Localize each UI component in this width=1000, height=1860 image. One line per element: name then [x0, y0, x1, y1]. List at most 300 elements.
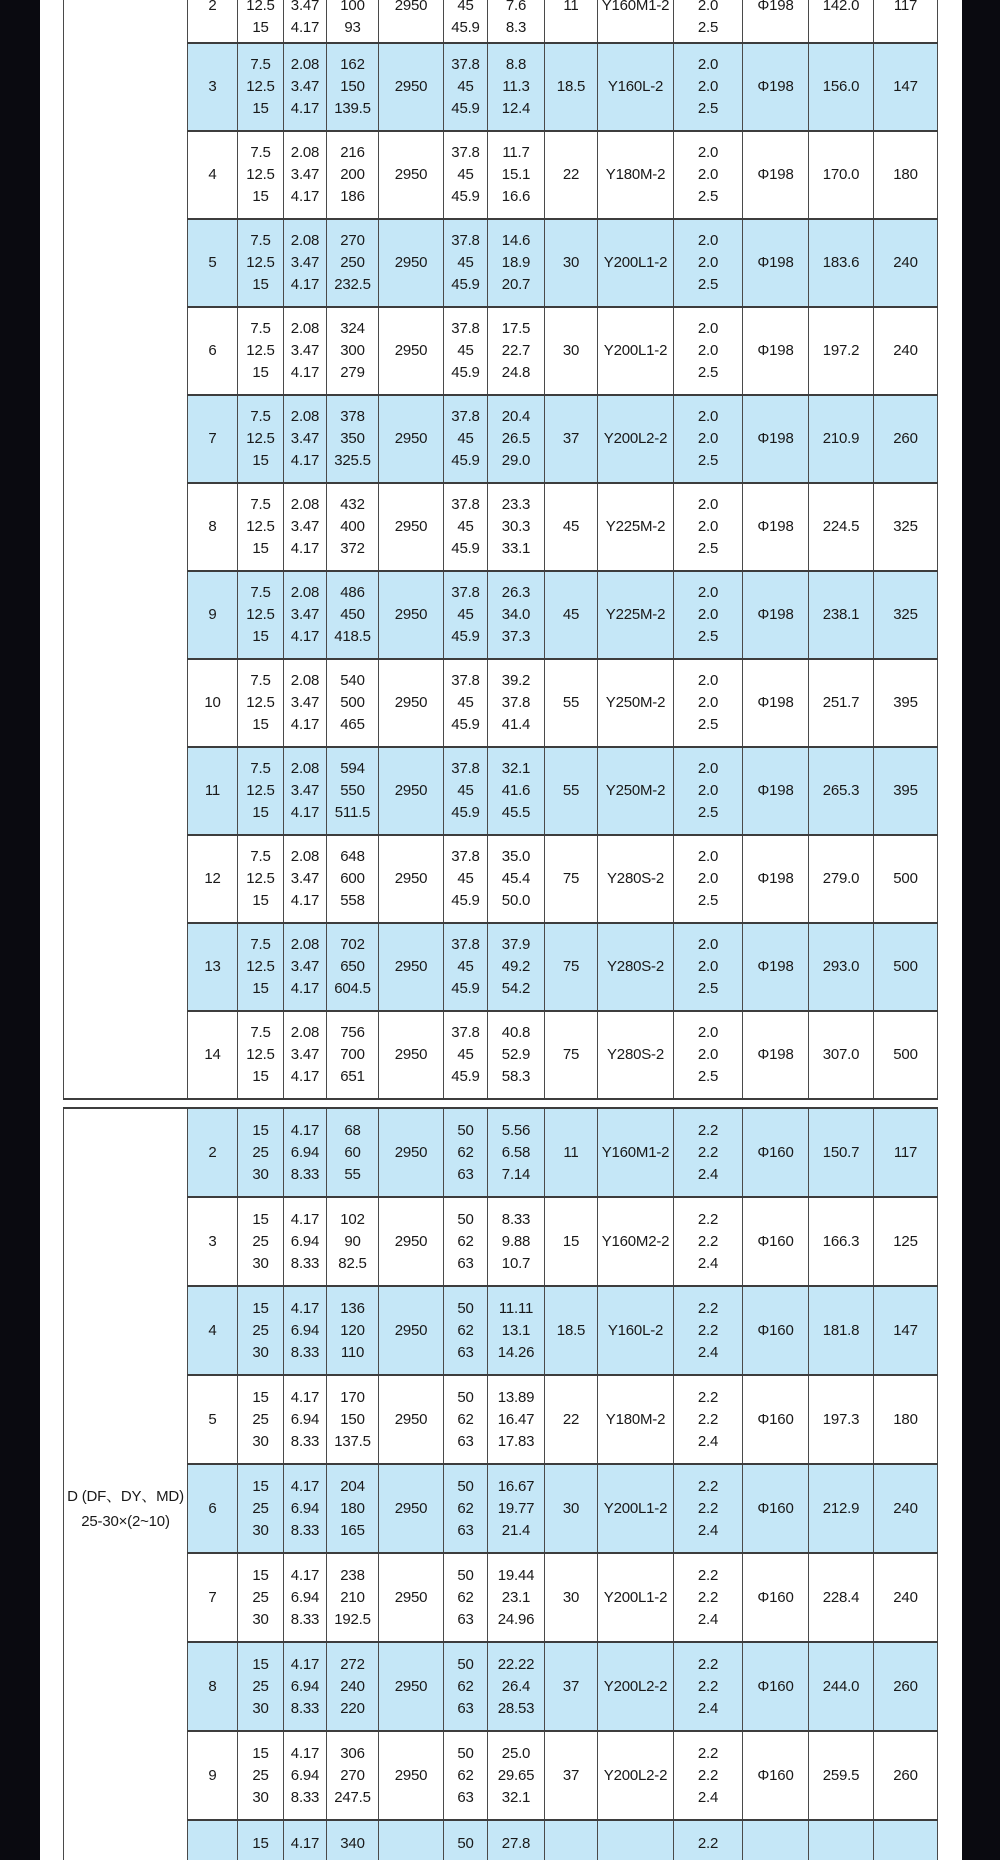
cell-pump-weight: [809, 1731, 874, 1820]
cell-motor-power: [545, 1642, 598, 1731]
cell-motor-power: [545, 923, 598, 1011]
cell-shaft-power: [488, 1011, 545, 1099]
value-line: 15: [252, 540, 269, 557]
value-line: 12.5: [246, 958, 275, 975]
value: 238.1: [822, 606, 860, 623]
cell-speed: [379, 307, 444, 395]
value-line: 279: [340, 364, 365, 381]
cell-flow-ls: [284, 1286, 327, 1375]
cell-motor-power: [545, 307, 598, 395]
value: 224.5: [822, 518, 860, 535]
value-line: 2.2: [697, 1477, 719, 1495]
cell-impeller: [743, 1011, 809, 1099]
value-line: 7.5: [250, 1024, 271, 1041]
value: 325: [893, 518, 918, 535]
value-line: 45.9: [451, 540, 480, 557]
value-line: 25: [252, 1766, 269, 1784]
cell-pump-weight: [809, 307, 874, 395]
cell-pump-weight: [809, 1375, 874, 1464]
value-line: 2.2: [697, 1299, 719, 1317]
cell-motor-model: [598, 1464, 674, 1553]
cell-pump-weight: [809, 835, 874, 923]
value-line: 4.17: [290, 628, 320, 645]
cell-efficiency: [444, 1011, 488, 1099]
value-line: 2.2: [697, 1588, 719, 1606]
value: 260: [893, 1677, 918, 1695]
value-line: 465: [340, 716, 365, 733]
value-line: 12.5: [246, 0, 275, 14]
value-line: 62: [457, 1499, 474, 1517]
cell-pump-weight: [809, 571, 874, 659]
value-line: 2.08: [290, 320, 320, 337]
cell-flow-ls: [284, 747, 327, 835]
value-line: 2.5: [697, 1068, 719, 1085]
value-line: 450: [340, 606, 365, 623]
cell-motor-weight: [874, 43, 938, 131]
cell-motor-model: [598, 483, 674, 571]
value-line: 19.44: [497, 1566, 535, 1584]
value: Φ198: [757, 166, 794, 183]
value-line: 2.0: [697, 518, 719, 535]
cell-pump-weight: [809, 1820, 874, 1860]
cell-efficiency: [444, 483, 488, 571]
cell-motor-model: [598, 1108, 674, 1197]
cell-motor-weight: [874, 659, 938, 747]
cell-motor-model: [598, 923, 674, 1011]
value-line: 8.8: [505, 56, 527, 73]
value: Φ198: [757, 342, 794, 359]
value: 8: [208, 1677, 217, 1695]
table-row: [64, 1286, 938, 1375]
cell-shaft-power: [488, 835, 545, 923]
value-line: 2.0: [697, 672, 719, 689]
cell-stage: [188, 659, 238, 747]
value-line: 2.4: [697, 1610, 719, 1628]
value-line: 45: [457, 166, 474, 183]
value: 9: [208, 1766, 217, 1784]
cell-motor-model: [598, 395, 674, 483]
cell-flow-ls: [284, 219, 327, 307]
value-line: 62: [457, 1143, 474, 1161]
cell-impeller: [743, 835, 809, 923]
value-line: 4.17: [290, 1210, 320, 1228]
cell-flow-m3h: [238, 0, 284, 43]
cell-flow-ls: [284, 835, 327, 923]
cell-efficiency: [444, 659, 488, 747]
value-line: 24.96: [497, 1610, 535, 1628]
value: Φ160: [757, 1143, 794, 1161]
value-line: 30: [252, 1788, 269, 1806]
value-line: 7.5: [250, 232, 271, 249]
value-line: 4.17: [290, 452, 320, 469]
page-side-band-left: [0, 0, 40, 1860]
value-line: 45: [457, 254, 474, 271]
value-line: 15: [252, 1835, 269, 1852]
cell-motor-power: [545, 483, 598, 571]
value: 7: [208, 1588, 217, 1606]
value: 22: [562, 1410, 580, 1428]
value-line: 45.9: [451, 804, 480, 821]
cell-motor-model: [598, 1375, 674, 1464]
value-line: 22.7: [501, 342, 531, 359]
value-line: 11.3: [502, 78, 530, 95]
value: 12: [204, 870, 221, 887]
value-line: 4.17: [290, 1655, 320, 1673]
cell-shaft-power: [488, 1731, 545, 1820]
value-line: 12.5: [246, 870, 275, 887]
value-line: 15: [252, 1388, 269, 1406]
cell-impeller: [743, 923, 809, 1011]
value-line: 165: [340, 1521, 365, 1539]
value: 2950: [394, 1766, 428, 1784]
value: 3: [208, 1232, 217, 1250]
value-line: 216: [340, 144, 365, 161]
value-line: 8.33: [290, 1343, 320, 1361]
value-line: 4.17: [290, 1388, 320, 1406]
cell-npsh: [674, 1197, 743, 1286]
cell-speed: [379, 1553, 444, 1642]
cell-shaft-power: [488, 1375, 545, 1464]
value-line: 15: [252, 1299, 269, 1317]
value-line: 50: [457, 1835, 474, 1852]
cell-motor-weight: [874, 1375, 938, 1464]
value-line: 2.0: [697, 870, 719, 887]
value: 2950: [394, 0, 428, 14]
value-line: 8.33: [290, 1521, 320, 1539]
value: Φ198: [757, 870, 794, 887]
value-line: 2.2: [697, 1210, 719, 1228]
cell-motor-model: [598, 747, 674, 835]
value-line: 15: [252, 980, 269, 997]
value-line: 15: [252, 1566, 269, 1584]
cell-motor-power: [545, 395, 598, 483]
value-line: 3.47: [290, 430, 320, 447]
value: 125: [893, 1232, 918, 1250]
value-line: 37.8: [451, 672, 480, 689]
value-line: 37.8: [451, 1024, 480, 1041]
value-line: 756: [340, 1024, 365, 1041]
value: Y280S-2: [607, 870, 664, 887]
value: Y180M-2: [605, 166, 666, 183]
value-line: 270: [340, 1766, 365, 1784]
cell-stage: [188, 1731, 238, 1820]
value-line: 651: [340, 1068, 365, 1085]
value-line: 25: [252, 1232, 269, 1250]
cell-head: [327, 1731, 379, 1820]
cell-flow-m3h: [238, 307, 284, 395]
value-line: 3.47: [290, 0, 320, 14]
value-line: 45.9: [451, 276, 480, 293]
value-line: 10.7: [501, 1254, 531, 1272]
value-line: 68: [344, 1121, 361, 1139]
cell-flow-m3h: [238, 659, 284, 747]
value-line: 25: [252, 1499, 269, 1517]
value: 14: [204, 1046, 221, 1063]
value-line: 7.5: [250, 672, 271, 689]
cell-flow-m3h: [238, 1820, 284, 1860]
cell-efficiency: [444, 1731, 488, 1820]
cell-flow-ls: [284, 1820, 327, 1860]
value-line: 15: [252, 1744, 269, 1762]
value-line: 30: [252, 1521, 269, 1539]
value-line: 25: [252, 1410, 269, 1428]
table-row: [64, 923, 938, 1011]
cell-motor-power: [545, 747, 598, 835]
value: 240: [893, 1499, 918, 1517]
value-line: 3.47: [290, 342, 320, 359]
cell-npsh: [674, 395, 743, 483]
value-line: 63: [457, 1521, 474, 1539]
value-line: 220: [340, 1699, 365, 1717]
value-line: 4.17: [290, 1477, 320, 1495]
cell-speed: [379, 835, 444, 923]
value-line: 150: [340, 78, 365, 95]
value: 147: [893, 78, 918, 95]
value-line: 7.5: [250, 144, 271, 161]
value-line: 6.94: [290, 1677, 320, 1695]
value-line: 32.1: [501, 1788, 531, 1806]
cell-flow-m3h: [238, 571, 284, 659]
value-line: 2.0: [697, 1024, 719, 1041]
cell-pump-weight: [809, 1553, 874, 1642]
cell-motor-power: [545, 1375, 598, 1464]
value: 2950: [394, 870, 428, 887]
table-row: [64, 659, 938, 747]
value: 2: [208, 1143, 217, 1161]
value-line: 50: [457, 1299, 474, 1317]
value-line: 8.33: [290, 1165, 320, 1183]
value-line: 2.08: [290, 232, 320, 249]
value-line: 2.0: [697, 694, 719, 711]
cell-motor-power: [545, 1108, 598, 1197]
value-line: 12.5: [246, 166, 275, 183]
cell-flow-ls: [284, 1197, 327, 1286]
cell-impeller: [743, 131, 809, 219]
value: 260: [893, 1766, 918, 1784]
value: 265.3: [822, 782, 860, 799]
value-line: 12.5: [246, 430, 275, 447]
value: 2950: [394, 518, 428, 535]
cell-flow-m3h: [238, 835, 284, 923]
cell-flow-m3h: [238, 1286, 284, 1375]
value: 10: [204, 694, 221, 711]
value: 5: [208, 254, 217, 271]
value: Φ198: [757, 518, 794, 535]
value-line: 2.0: [697, 232, 719, 249]
value-line: 33.1: [501, 540, 531, 557]
value-line: 50: [457, 1121, 474, 1139]
value: Φ198: [757, 254, 794, 271]
cell-flow-m3h: [238, 1375, 284, 1464]
cell-shaft-power: [488, 0, 545, 43]
cell-speed: [379, 659, 444, 747]
value: 212.9: [822, 1499, 860, 1517]
value: Y160M1-2: [601, 0, 670, 14]
cell-efficiency: [444, 1464, 488, 1553]
cell-shaft-power: [488, 571, 545, 659]
value-line: 9.88: [501, 1232, 531, 1250]
value: 2950: [394, 958, 428, 975]
cell-flow-ls: [284, 0, 327, 43]
value: Φ160: [757, 1410, 794, 1428]
value: 2950: [394, 342, 428, 359]
value-line: 2.08: [290, 584, 320, 601]
value-line: 12.5: [246, 254, 275, 271]
cell-shaft-power: [488, 1197, 545, 1286]
value: 2950: [394, 1143, 428, 1161]
cell-flow-m3h: [238, 1464, 284, 1553]
value-line: 192.5: [334, 1610, 371, 1628]
value: 30: [562, 342, 580, 359]
value-line: 3.47: [290, 606, 320, 623]
value-line: 15: [252, 19, 269, 36]
cell-stage: [188, 923, 238, 1011]
cell-pump-weight: [809, 659, 874, 747]
cell-motor-power: [545, 1553, 598, 1642]
cell-shaft-power: [488, 395, 545, 483]
cell-flow-m3h: [238, 747, 284, 835]
value-line: 2.2: [697, 1744, 719, 1762]
value: 6: [208, 342, 217, 359]
value-line: 58.3: [501, 1068, 531, 1085]
value-line: 15: [252, 276, 269, 293]
value-line: 45.4: [501, 870, 531, 887]
cell-speed: [379, 1375, 444, 1464]
value: 2950: [394, 1232, 428, 1250]
cell-stage: [188, 43, 238, 131]
value: Y200L1-2: [603, 1588, 668, 1606]
value: 117: [893, 0, 918, 14]
value-line: 2.08: [290, 408, 320, 425]
cell-npsh: [674, 923, 743, 1011]
value-line: 378: [340, 408, 365, 425]
value: 259.5: [822, 1766, 860, 1784]
value-line: 180: [340, 1499, 365, 1517]
value-line: 41.6: [501, 782, 531, 799]
cell-flow-m3h: [238, 43, 284, 131]
value-line: 45: [457, 518, 474, 535]
value-line: 45: [457, 78, 474, 95]
value-line: 19.77: [497, 1499, 535, 1517]
value-line: 62: [457, 1766, 474, 1784]
cell-pump-weight: [809, 1011, 874, 1099]
cell-flow-ls: [284, 659, 327, 747]
cell-efficiency: [444, 747, 488, 835]
table-row: [64, 1642, 938, 1731]
value-line: 2.0: [697, 0, 719, 14]
cell-flow-m3h: [238, 1011, 284, 1099]
value-line: 30: [252, 1432, 269, 1450]
cell-flow-m3h: [238, 483, 284, 571]
value-line: 4.17: [290, 19, 320, 36]
cell-impeller: [743, 1464, 809, 1553]
value-line: 2.08: [290, 760, 320, 777]
value: Y200L2-2: [603, 1677, 668, 1695]
value-line: 30: [252, 1254, 269, 1272]
cell-head: [327, 1108, 379, 1197]
value: 37: [562, 1677, 580, 1695]
value: Y280S-2: [607, 1046, 664, 1063]
value-line: 3.47: [290, 1046, 320, 1063]
value-line: 15: [252, 364, 269, 381]
value: Y250M-2: [605, 782, 666, 799]
value: Φ160: [757, 1499, 794, 1517]
table-row: [64, 835, 938, 923]
value-line: 3.47: [290, 782, 320, 799]
value-line: 2.0: [697, 1046, 719, 1063]
cell-flow-m3h: [238, 1553, 284, 1642]
value-line: 137.5: [334, 1432, 371, 1450]
cell-motor-weight: [874, 1553, 938, 1642]
value-line: 3.47: [290, 166, 320, 183]
value: 500: [893, 870, 918, 887]
value: 500: [893, 958, 918, 975]
value-line: 604.5: [334, 980, 371, 997]
value-line: 7.5: [250, 56, 271, 73]
value-line: 2.2: [697, 1410, 719, 1428]
value-line: 4.17: [290, 1299, 320, 1317]
value: 7: [208, 430, 217, 447]
value-line: 50.0: [501, 892, 531, 909]
cell-head: [327, 219, 379, 307]
cell-motor-power: [545, 659, 598, 747]
cell-speed: [379, 0, 444, 43]
value-line: 14.26: [497, 1343, 535, 1361]
value: 240: [893, 1588, 918, 1606]
value-line: 45.9: [451, 980, 480, 997]
cell-flow-m3h: [238, 219, 284, 307]
value-line: 37.3: [501, 628, 531, 645]
value: Y180M-2: [605, 1410, 666, 1428]
value: 9: [208, 606, 217, 623]
value-line: 32.1: [501, 760, 531, 777]
cell-shaft-power: [488, 1464, 545, 1553]
value: Y200L1-2: [603, 1499, 668, 1517]
cell-motor-weight: [874, 307, 938, 395]
cell-motor-model: [598, 1553, 674, 1642]
cell-motor-weight: [874, 1197, 938, 1286]
cell-stage: [188, 1553, 238, 1642]
value-line: 8.33: [290, 1254, 320, 1272]
cell-npsh: [674, 219, 743, 307]
value-line: 3.47: [290, 870, 320, 887]
cell-pump-weight: [809, 747, 874, 835]
cell-npsh: [674, 1731, 743, 1820]
cell-head: [327, 395, 379, 483]
value-line: 486: [340, 584, 365, 601]
value-line: 27.8: [501, 1835, 531, 1852]
value-line: 3.47: [290, 694, 320, 711]
table-row: [64, 483, 938, 571]
cell-flow-ls: [284, 43, 327, 131]
value-line: 2.08: [290, 496, 320, 513]
cell-flow-ls: [284, 1642, 327, 1731]
value-line: 4.17: [290, 1121, 320, 1139]
value: 156.0: [822, 78, 860, 95]
value-line: 29.65: [497, 1766, 535, 1784]
value-line: 2.08: [290, 848, 320, 865]
value: 210.9: [822, 430, 860, 447]
value-line: 37.8: [451, 232, 480, 249]
value-line: 16.67: [497, 1477, 535, 1495]
value-line: 4.17: [290, 1068, 320, 1085]
value: Y160L-2: [607, 1321, 664, 1339]
cell-head: [327, 835, 379, 923]
value-line: 17.83: [497, 1432, 535, 1450]
table-row: [64, 395, 938, 483]
value-line: 2.0: [697, 144, 719, 161]
cell-motor-weight: [874, 395, 938, 483]
